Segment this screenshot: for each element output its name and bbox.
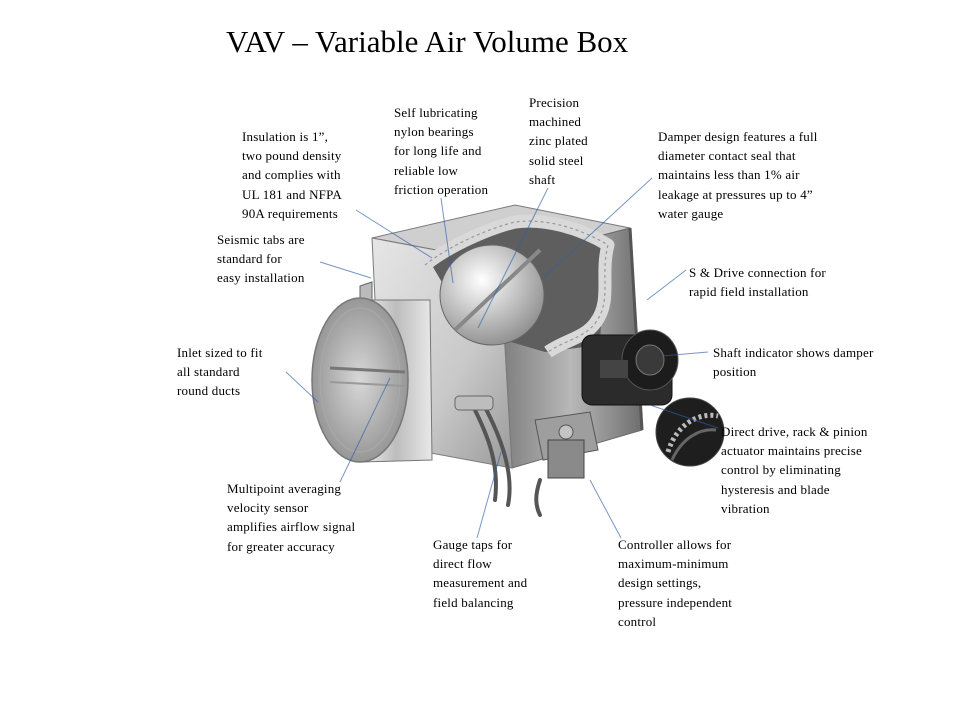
callout-actuator: Direct drive, rack & pinion actuator maintains precise control by eliminating hysteresis and blade vibration — [721, 424, 868, 516]
callout-damper: Damper design features a full diameter contact seal that maintains less than 1% air leakage at pressures up to 4” water gauge — [658, 129, 818, 221]
callout-sensor: Multipoint averaging velocity sensor amplifies airflow signal for greater accuracy — [227, 481, 356, 554]
callout-inlet: Inlet sized to fit all standard round ducts — [177, 345, 263, 399]
controller — [535, 412, 598, 478]
callout-bearings: Self lubricating nylon bearings for long life and reliable low friction operation — [394, 105, 489, 197]
callout-insulation: Insulation is 1”, two pound density and complies with UL 181 and NFPA 90A requirements — [242, 129, 342, 221]
front-tab — [455, 396, 493, 410]
callout-sdrive: S & Drive connection for rapid field installation — [689, 265, 826, 300]
actuator — [582, 330, 678, 405]
inlet-opening — [312, 298, 408, 462]
callout-shaft: Precision machined zinc plated solid steel shaft — [529, 95, 588, 187]
rack-pinion-detail — [656, 398, 724, 466]
callout-seismic: Seismic tabs are standard for easy installation — [217, 232, 305, 286]
page-title: VAV – Variable Air Volume Box — [226, 24, 629, 59]
callout-indicator: Shaft indicator shows damper position — [713, 345, 874, 380]
callout-gauge: Gauge taps for direct flow measurement and field balancing — [433, 537, 528, 610]
callout-controller: Controller allows for maximum-minimum design settings, pressure independent control — [618, 537, 733, 629]
